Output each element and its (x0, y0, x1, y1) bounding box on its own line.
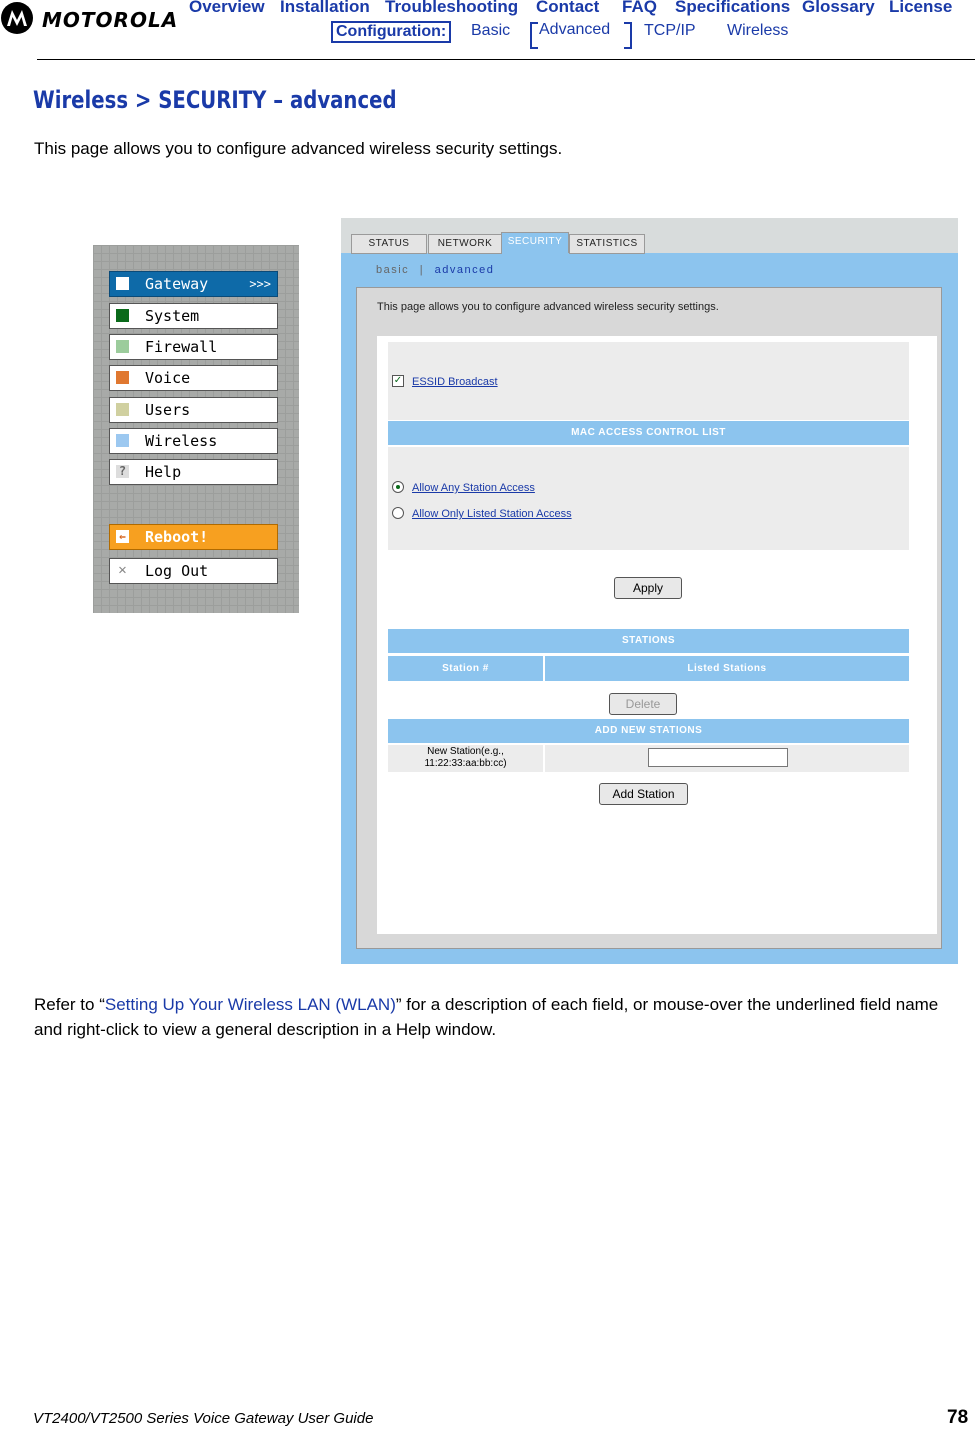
security-advanced-screenshot (341, 218, 958, 964)
stations-header: STATIONS (388, 629, 909, 653)
allow-listed-station-label[interactable]: Allow Only Listed Station Access (412, 508, 572, 520)
mac-acl-header: MAC ACCESS CONTROL LIST (388, 421, 909, 445)
add-station-button[interactable]: Add Station (599, 783, 688, 805)
refer-prefix: Refer to “ (34, 995, 105, 1014)
tab-statistics[interactable]: STATISTICS (569, 234, 645, 254)
subnav-wireless[interactable]: Wireless (727, 22, 789, 39)
nav-overview[interactable]: Overview (189, 0, 265, 16)
wlan-setup-link[interactable]: Setting Up Your Wireless LAN (WLAN) (104, 995, 396, 1014)
page-intro: This page allows you to configure advanced wireless security settings. (34, 139, 563, 158)
top-nav (0, 0, 975, 50)
brand-wordmark: MOTOROLA (42, 8, 179, 32)
screenshot-intro: This page allows you to configure advanced wireless security settings. (377, 301, 719, 313)
radio-listed-station[interactable] (392, 507, 404, 519)
subnav-basic-link[interactable]: basic (376, 264, 410, 276)
new-station-label: New Station(e.g., 11:22:33:aa:bb:cc) (388, 745, 543, 772)
reboot-arrow-icon: ⇐ (116, 530, 129, 543)
wireless-square-icon (116, 434, 129, 447)
nav-installation[interactable]: Installation (280, 0, 370, 16)
voice-square-icon (116, 371, 129, 384)
close-icon: ✕ (118, 562, 127, 578)
tab-status[interactable]: STATUS (351, 234, 427, 254)
menu-item-voice[interactable] (109, 365, 278, 391)
nav-glossary[interactable]: Glossary (802, 0, 875, 16)
menu-item-help[interactable] (109, 459, 278, 485)
bracket-right (624, 22, 632, 49)
essid-broadcast-label[interactable]: ESSID Broadcast (412, 376, 498, 388)
allow-any-station-label[interactable]: Allow Any Station Access (412, 482, 535, 494)
menu-item-firewall[interactable] (109, 334, 278, 360)
menu-item-gateway[interactable] (109, 271, 278, 297)
gateway-menu-panel (93, 245, 299, 613)
new-station-cell (545, 745, 909, 772)
nav-contact[interactable]: Contact (536, 0, 600, 16)
nav-specifications[interactable]: Specifications (675, 0, 791, 16)
screenshot-subnav (376, 264, 494, 276)
firewall-square-icon (116, 340, 129, 353)
gateway-square-icon (116, 277, 129, 290)
subnav-basic[interactable]: Basic (471, 22, 511, 39)
bracket-left (530, 22, 538, 49)
menu-item-reboot[interactable] (109, 524, 278, 550)
tab-security[interactable]: SECURITY (501, 232, 569, 253)
essid-checkbox[interactable]: ✓ (393, 375, 403, 386)
radio-selected-dot-icon (396, 485, 400, 489)
chevron-right-icon: >>> (249, 277, 271, 291)
page-number: 78 (947, 1407, 969, 1428)
users-square-icon (116, 403, 129, 416)
menu-label: Wireless (145, 432, 218, 450)
system-square-icon (116, 309, 129, 322)
menu-item-logout[interactable] (109, 558, 278, 584)
guide-title: VT2400/VT2500 Series Voice Gateway User Guide (33, 1410, 374, 1427)
delete-button[interactable]: Delete (609, 693, 677, 715)
subnav-tcpip[interactable]: TCP/IP (644, 22, 696, 39)
refer-suffix: ” for a description of each field, or mouse-over the underlined field name and right-click to view a general description in a Help window. (34, 995, 939, 1039)
menu-item-system[interactable] (109, 303, 278, 329)
refer-paragraph (34, 992, 969, 1042)
menu-label: Log Out (145, 562, 209, 580)
menu-label: Firewall (145, 338, 218, 356)
col-listed-stations: Listed Stations (545, 656, 909, 681)
subnav-separator: | (419, 264, 425, 276)
nav-troubleshooting[interactable]: Troubleshooting (385, 0, 519, 16)
menu-label: Gateway (145, 275, 209, 293)
subnav-configuration-label[interactable]: Configuration: (331, 21, 451, 43)
mac-acl-options (388, 447, 909, 550)
help-icon: ? (116, 465, 129, 478)
nav-license[interactable]: License (889, 0, 953, 16)
tab-network[interactable]: NETWORK (428, 234, 502, 254)
add-new-stations-header: ADD NEW STATIONS (388, 719, 909, 743)
subnav-advanced[interactable]: Advanced (539, 21, 611, 38)
menu-item-users[interactable] (109, 397, 278, 423)
new-station-input[interactable] (648, 748, 788, 767)
page-title: Wireless > SECURITY – advanced (33, 86, 397, 114)
form-area (377, 336, 937, 934)
menu-label: Reboot! (145, 528, 209, 546)
menu-label: System (145, 307, 200, 325)
apply-button[interactable]: Apply (614, 577, 682, 599)
header-divider (37, 59, 975, 60)
menu-item-wireless[interactable] (109, 428, 278, 454)
content-frame (356, 287, 942, 949)
menu-label: Voice (145, 369, 191, 387)
nav-faq[interactable]: FAQ (622, 0, 657, 16)
essid-row (388, 342, 909, 420)
subnav-advanced-link[interactable]: advanced (434, 264, 495, 276)
col-station-number: Station # (388, 656, 543, 681)
menu-label: Users (145, 401, 191, 419)
radio-any-station[interactable] (392, 481, 404, 493)
menu-label: Help (145, 463, 182, 481)
